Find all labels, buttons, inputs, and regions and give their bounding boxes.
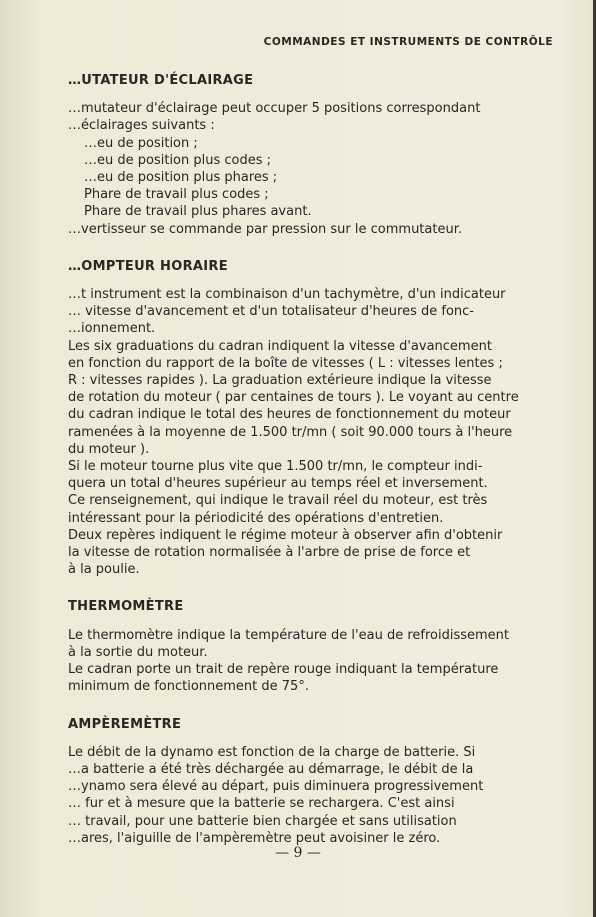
list-item: …eu de position plus codes ; bbox=[84, 152, 272, 168]
text-line: …vertisseur se commande par pression sur le commutateur. bbox=[68, 221, 462, 237]
text-line: de rotation du moteur ( par centaines de tours ). Le voyant au centre bbox=[68, 390, 519, 406]
list-item: Phare de travail plus phares avant. bbox=[84, 204, 312, 220]
text-line: … fur et à mesure que la batterie se rechargera. C'est ainsi bbox=[68, 796, 455, 812]
text-line: à la sortie du moteur. bbox=[68, 644, 208, 660]
section-compteur-horaire bbox=[68, 258, 523, 579]
text-line: ramenées à la moyenne de 1.500 tr/mn ( soit 90.000 tours à l'heure bbox=[68, 424, 513, 440]
text-line: …ionnement. bbox=[68, 321, 156, 337]
text-line: à la poulie. bbox=[68, 562, 140, 578]
text-line: Deux repères indiquent le régime moteur à observer afin d'obtenir bbox=[68, 527, 503, 543]
text-line: …ynamo sera élevé au départ, puis diminuera progressivement bbox=[68, 779, 484, 795]
text-line: quera un total d'heures supérieur au temps réel et inversement. bbox=[68, 476, 488, 492]
list-item: …eu de position plus phares ; bbox=[84, 170, 278, 186]
list-item: …eu de position ; bbox=[84, 135, 198, 151]
text-line: …ares, l'aiguille de l'ampèremètre peut avoisiner le zéro. bbox=[68, 830, 441, 846]
section-title: AMPÈREMÈTRE bbox=[68, 716, 182, 732]
text-line: …a batterie a été très déchargée au démarrage, le débit de la bbox=[68, 761, 474, 777]
section-amperemetre bbox=[68, 716, 523, 847]
text-line: … travail, pour une batterie bien chargée et sans utilisation bbox=[68, 813, 457, 829]
text-line: Les six graduations du cadran indiquent la vitesse d'avancement bbox=[68, 338, 492, 354]
text-line: intéressant pour la périodicité des opérations d'entretien. bbox=[68, 510, 444, 526]
text-line: en fonction du rapport de la boîte de vitesses ( L : vitesses lentes ; bbox=[68, 355, 503, 371]
section-title: …UTATEUR D'ÉCLAIRAGE bbox=[68, 73, 254, 88]
page-content bbox=[68, 72, 523, 867]
text-line: …t instrument est la combinaison d'un tachymètre, d'un indicateur bbox=[68, 287, 506, 303]
running-head: COMMANDES ET INSTRUMENTS DE CONTRÔLE bbox=[263, 36, 553, 48]
text-line: …éclairages suivants : bbox=[68, 118, 215, 134]
section-title: …OMPTEUR HORAIRE bbox=[68, 258, 228, 274]
text-line: minimum de fonctionnement de 75°. bbox=[68, 679, 309, 695]
text-line: Le cadran porte un trait de repère rouge indiquant la température bbox=[68, 662, 499, 678]
text-line: Ce renseignement, qui indique le travail réel du moteur, est très bbox=[68, 493, 488, 509]
text-line: du moteur ). bbox=[68, 441, 150, 457]
section-thermometre bbox=[68, 598, 523, 695]
list-item: Phare de travail plus codes ; bbox=[84, 187, 269, 203]
page-number: — 9 — bbox=[275, 845, 321, 861]
text-line: la vitesse de rotation normalisée à l'arbre de prise de force et bbox=[68, 545, 471, 561]
section-commutateur bbox=[68, 72, 523, 238]
text-line: Le débit de la dynamo est fonction de la charge de batterie. Si bbox=[68, 744, 476, 760]
section-title: THERMOMÈTRE bbox=[68, 599, 184, 615]
text-line: R : vitesses rapides ). La graduation extérieure indique la vitesse bbox=[68, 373, 492, 389]
text-line: du cadran indique le total des heures de fonctionnement du moteur bbox=[68, 407, 511, 423]
text-line: …mutateur d'éclairage peut occuper 5 positions correspondant bbox=[68, 101, 481, 117]
text-line: … vitesse d'avancement et d'un totalisateur d'heures de fonc- bbox=[68, 304, 474, 320]
text-line: Le thermomètre indique la température de l'eau de refroidissement bbox=[68, 627, 510, 643]
text-line: Si le moteur tourne plus vite que 1.500 tr/mn, le compteur indi- bbox=[68, 459, 483, 475]
